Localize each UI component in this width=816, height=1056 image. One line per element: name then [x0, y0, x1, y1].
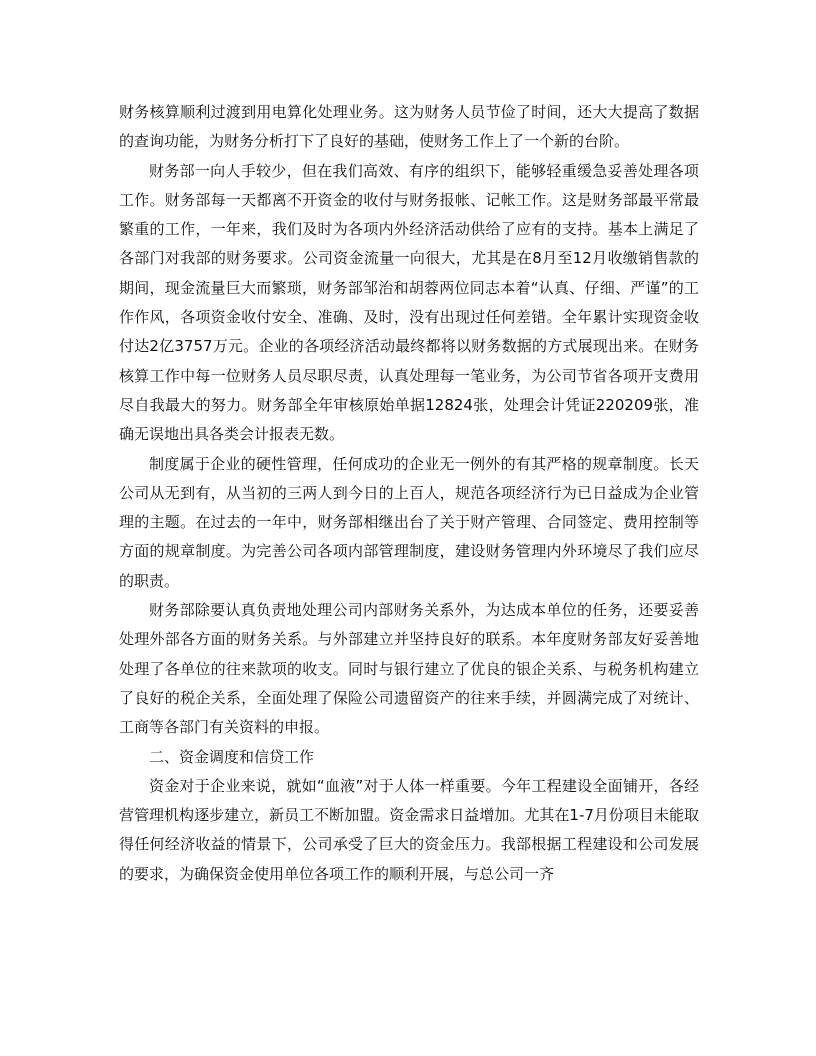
section-heading: 二、资金调度和信贷工作	[149, 747, 315, 766]
continuation-paragraph: 财务核算顺利过渡到用电算化处理业务。这为财务人员节俭了时间，还大大提高了数据的查询功能，为财务分析打下了良好的基础，使财务工作上了一个新的台阶。	[119, 103, 699, 151]
paragraph-finance-workload: 财务部一向人手较少，但在我们高效、有序的组织下，能够轻重缓急妥善处理各项工作。财务部每一天都离不开资金的收付与财务报帐、记帐工作。这是财务部最平常最繁重的工作，一年来，我们及时为各项内外经济活动供给了应有的支持。基本上满足了各部门对我部的财务要求。公司资金流量一向很大，尤其是在8月至12月收缴销售款的期间，现金流量巨大而繁琐，财务部邹治和胡蓉两位同志本着“认真、仔细、严谨”的工作作风，各项资金收付安全、准确、及时，没有出现过任何差错。全年累计实现资金收付达2亿3757万元。企业的各项经济活动最终都将以财务数据的方式展现出来。在财务核算工作中每一位财务人员尽职尽责，认真处理每一笔业务，为公司节省各项开支费用尽自我最大的努力。财务部全年审核原始单据12824张，处理会计凭证220209张，准确无误地出具各类会计报表无数。	[119, 161, 699, 444]
paragraph-funding: 资金对于企业来说，就如“血液”对于人体一样重要。今年工程建设全面铺开，各经营管理机构逐步建立，新员工不断加盟。资金需求日益增加。尤其在1-7月份项目未能取得任何经济收益的情景下，公司承受了巨大的资金压力。我部根据工程建设和公司发展的要求，为确保资金使用单位各项工作的顺利开展，与总公司一齐	[119, 776, 699, 883]
document-body	[119, 98, 699, 889]
paragraph-external-relations: 财务部除要认真负责地处理公司内部财务关系外，为达成本单位的任务，还要妥善处理外部各方面的财务关系。与外部建立并坚持良好的联系。本年度财务部友好妥善地处理了各单位的往来款项的收支。同时与银行建立了优良的银企关系、与税务机构建立了良好的税企关系，全面处理了保险公司遗留资产的往来手续，并圆满完成了对统计、工商等各部门有关资料的申报。	[119, 601, 699, 737]
paragraph-regulations: 制度属于企业的硬性管理，任何成功的企业无一例外的有其严格的规章制度。长天公司从无到有，从当初的三两人到今日的上百人，规范各项经济行为已日益成为企业管理的主题。在过去的一年中，财务部相继出台了关于财产管理、合同签定、费用控制等方面的规章制度。为完善公司各项内部管理制度，建设财务管理内外环境尽了我们应尽的职责。	[119, 454, 699, 590]
